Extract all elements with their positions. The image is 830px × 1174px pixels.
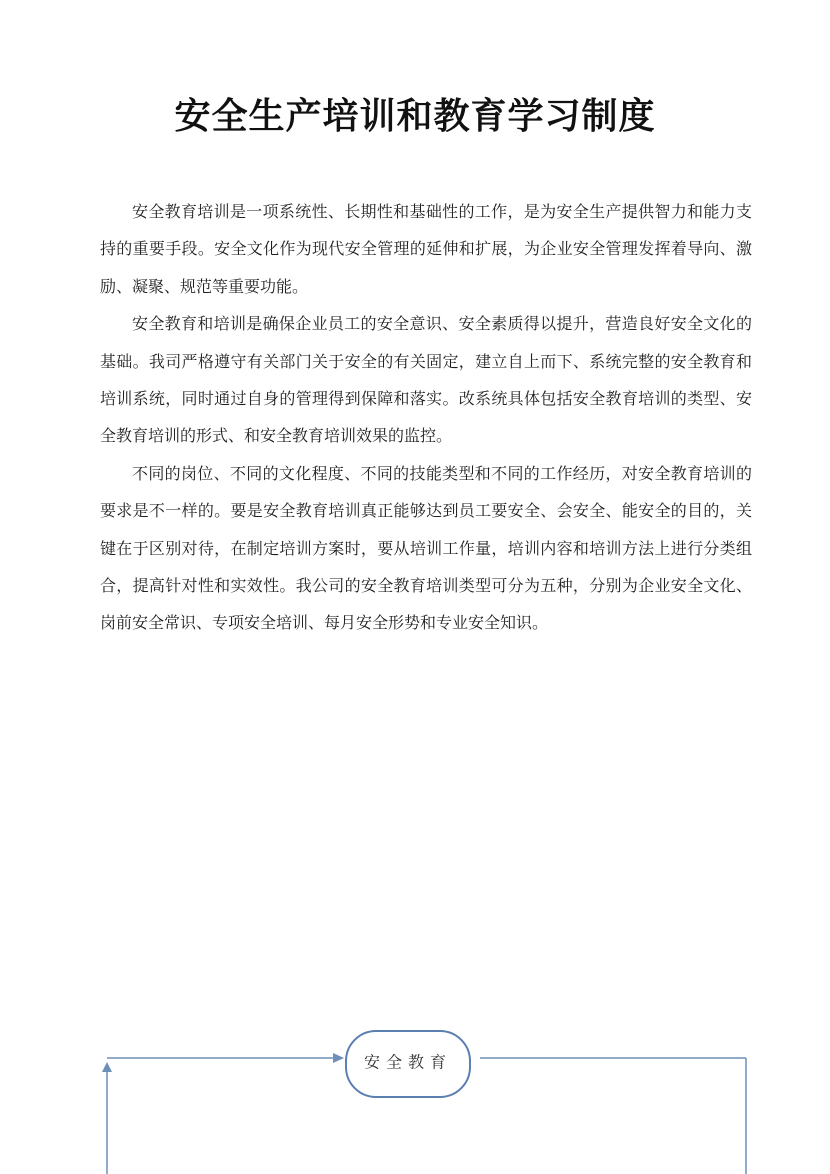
paragraph-1: 安全教育培训是一项系统性、长期性和基础性的工作，是为安全生产提供智力和能力支持的重要手段。安全文化作为现代安全管理的延伸和扩展，为企业安全管理发挥着导向、激励、凝聚、规范等重要功能。 — [100, 202, 752, 296]
left-up-arrowhead — [102, 1062, 112, 1072]
document-body — [100, 193, 752, 642]
paragraph-3: 不同的岗位、不同的文化程度、不同的技能类型和不同的工作经历，对安全教育培训的要求是不一样的。要是安全教育培训真正能够达到员工要安全、会安全、能安全的目的，关键在于区别对待，在制定培训方案时，要从培训工作量，培训内容和培训方法上进行分类组合，提高针对性和实效性。我公司的安全教育培训类型可分为五种，分别为企业安全文化、岗前安全常识、专项安全培训、每月安全形势和专业安全知识。 — [100, 463, 752, 633]
flow-diagram — [0, 1000, 830, 1174]
right-arrowhead-into-node — [333, 1053, 344, 1063]
paragraph-2: 安全教育和培训是确保企业员工的安全意识、安全素质得以提升，营造良好安全文化的基础。我司严格遵守有关部门关于安全的有关固定，建立自上而下、系统完整的安全教育和培训系统，同时通过自身的管理得到保障和落实。改系统具体包括安全教育培训的类型、安全教育培训的形式、和安全教育培训效果的监控。 — [100, 314, 752, 446]
safety-education-node-label: 安全教育 — [363, 1052, 453, 1072]
document-title: 安全生产培训和教育学习制度 — [174, 96, 656, 137]
